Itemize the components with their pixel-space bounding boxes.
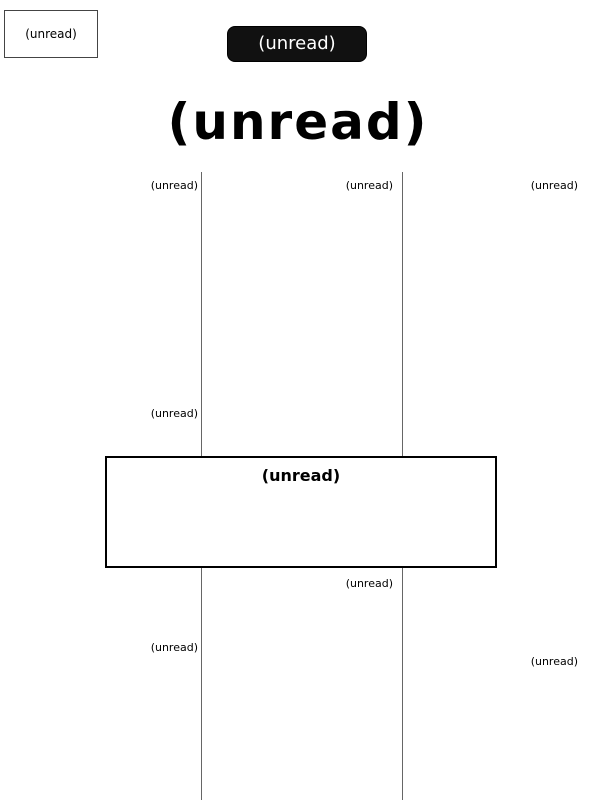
article-column-left-middle: (unread)	[150, 407, 198, 420]
article-column-middle: (unread)	[345, 179, 393, 192]
article-column-right: (unread)	[530, 179, 578, 192]
banner: (unread)	[227, 26, 367, 62]
article-column-middle-bottom: (unread)	[345, 577, 393, 590]
article-column-left-bottom: (unread)	[150, 641, 198, 654]
article-column-right-bottom: (unread)	[530, 655, 578, 668]
author-box: (unread)	[4, 10, 98, 58]
headline: (unread)	[167, 93, 429, 151]
pull-quote: (unread)	[105, 456, 497, 568]
article-column-left: (unread)	[150, 179, 198, 192]
